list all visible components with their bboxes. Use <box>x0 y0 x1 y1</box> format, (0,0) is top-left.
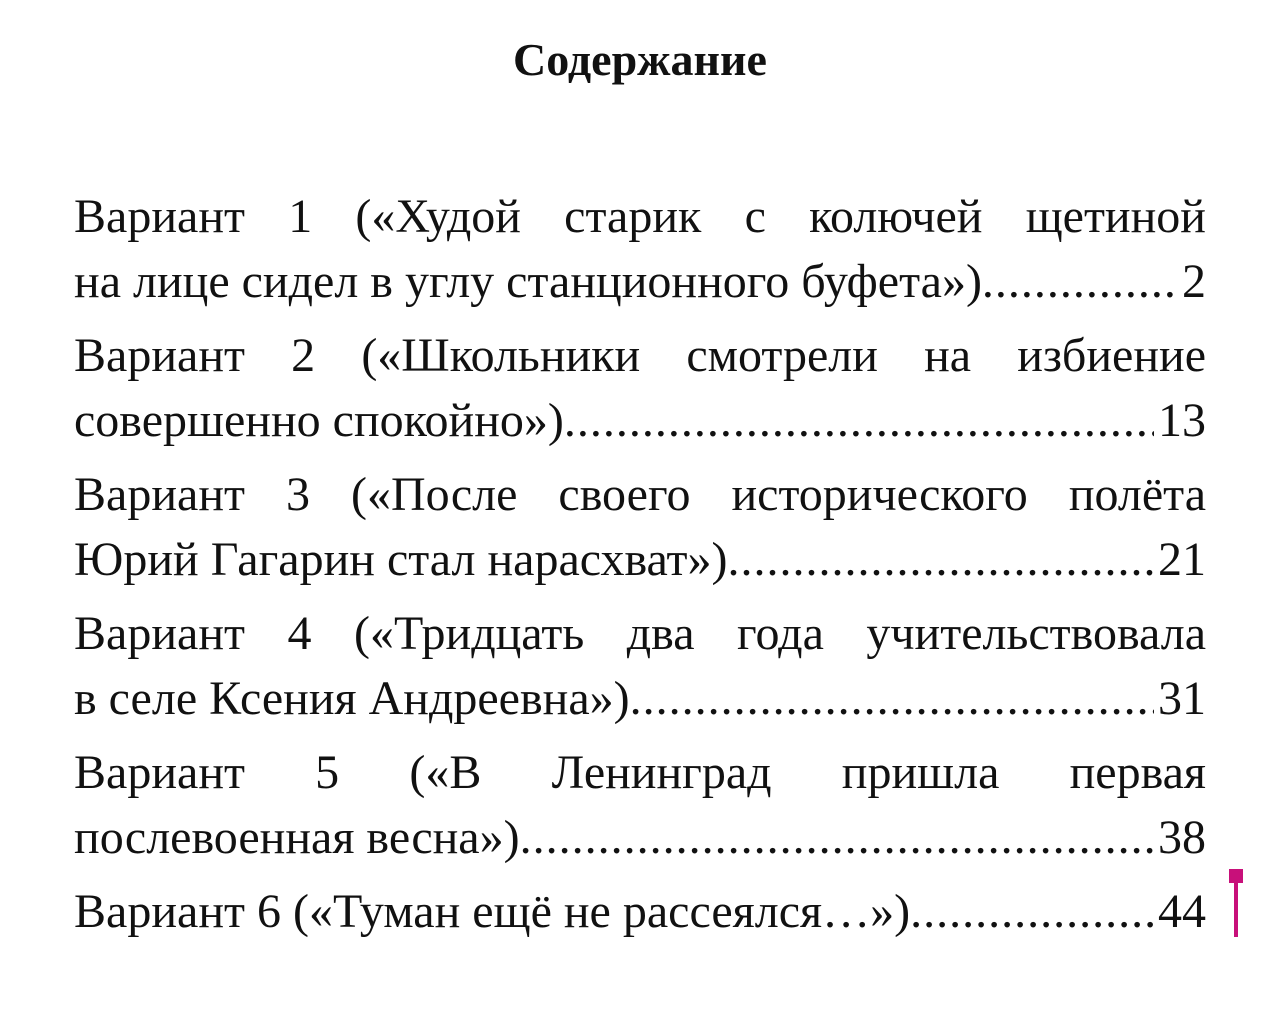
toc-entry-2[interactable] <box>74 325 1206 455</box>
toc-entry-title: Вариант 4 («Тридцать два года учительствовала <box>74 607 1206 660</box>
page-number: 2 <box>1182 255 1206 308</box>
toc-entry-text: Вариант 6 («Туман ещё не рассеялся…») <box>74 885 911 938</box>
toc-entry-text: послевоенная весна») <box>74 811 520 864</box>
toc-entry-4[interactable] <box>74 603 1206 733</box>
page-number: 31 <box>1158 672 1206 725</box>
toc-entry-title: Вариант 1 («Худой старик с колючей щетиной <box>74 190 1206 243</box>
page-number: 13 <box>1158 394 1206 447</box>
toc-entry-title-continued <box>74 881 1206 946</box>
toc-entry-title: Вариант 5 («В Ленинград пришла первая <box>74 746 1206 799</box>
cursor-handle[interactable] <box>1229 869 1243 883</box>
page-number: 44 <box>1158 885 1206 938</box>
toc-entry-text: в селе Ксения Андреевна») <box>74 672 630 725</box>
dot-leader <box>910 881 1154 943</box>
toc-entry-title-continued <box>74 390 1206 455</box>
dot-leader <box>982 251 1178 313</box>
toc-entry-title-continued <box>74 668 1206 733</box>
toc-entry-5[interactable] <box>74 742 1206 872</box>
dot-leader <box>564 390 1154 452</box>
dot-leader <box>728 529 1154 591</box>
toc-entry-title: Вариант 2 («Школьники смотрели на избиение <box>74 329 1206 382</box>
toc-entry-1[interactable] <box>74 186 1206 316</box>
text-cursor-icon[interactable] <box>1229 869 1243 937</box>
toc-entry-title-continued <box>74 529 1206 594</box>
toc-entry-3[interactable] <box>74 464 1206 594</box>
toc-entry-text: совершенно спокойно») <box>74 394 564 447</box>
toc-entry-6[interactable] <box>74 881 1206 1011</box>
toc-entry-text: Юрий Гагарин стал нарасхват») <box>74 533 728 586</box>
toc-entry-title-continued <box>74 251 1206 316</box>
dot-leader <box>520 807 1154 869</box>
toc-entry-title: Вариант 3 («После своего исторического полёта <box>74 468 1206 521</box>
toc-entry-text: на лице сидел в углу станционного буфета») <box>74 255 982 308</box>
toc-entry-title-continued <box>74 807 1206 872</box>
table-of-contents <box>74 186 1206 1020</box>
page-title: Содержание <box>513 34 767 85</box>
page-number: 38 <box>1158 811 1206 864</box>
page-number: 21 <box>1158 533 1206 586</box>
dot-leader <box>630 668 1154 730</box>
